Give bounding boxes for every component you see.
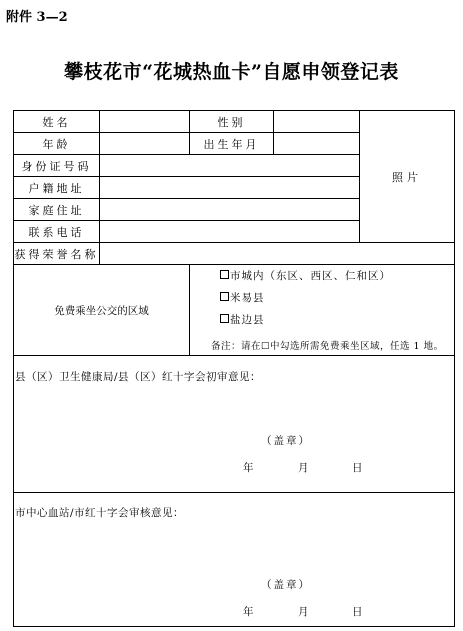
city-opinion-label: 市中心血站/市红十字会审核意见： bbox=[15, 507, 185, 519]
name-field[interactable] bbox=[100, 111, 190, 133]
area-option-miyi[interactable]: 米易县 bbox=[220, 290, 265, 305]
home-address-field[interactable] bbox=[100, 199, 360, 221]
county-opinion-label: 县（区）卫生健康局/县（区）红十字会初审意见： bbox=[15, 371, 262, 383]
area-note: 备注：请在☐中勾选所需免费乘坐区域，任选 1 地。 bbox=[211, 341, 444, 352]
city-date-day: 日 bbox=[352, 606, 363, 618]
photo-area[interactable]: 照片 bbox=[360, 111, 455, 243]
honor-label: 获得荣誉名称 bbox=[14, 243, 100, 265]
phone-field[interactable] bbox=[100, 221, 360, 243]
checkbox-icon[interactable] bbox=[220, 314, 229, 323]
phone-label: 联系电话 bbox=[14, 221, 100, 243]
id-number-field[interactable] bbox=[100, 155, 360, 177]
gender-label: 性别 bbox=[190, 111, 274, 133]
city-seal-label: （盖章） bbox=[261, 579, 311, 591]
area-option-yanbian[interactable]: 盐边县 bbox=[220, 312, 265, 327]
honor-field[interactable] bbox=[100, 243, 455, 265]
checkbox-icon[interactable] bbox=[220, 270, 229, 279]
bus-area-options bbox=[190, 265, 455, 356]
city-date-month: 月 bbox=[298, 606, 309, 618]
gender-field[interactable] bbox=[274, 111, 360, 133]
birth-field[interactable] bbox=[274, 133, 360, 155]
checkbox-icon[interactable] bbox=[220, 292, 229, 301]
household-address-label: 户籍地址 bbox=[14, 177, 100, 199]
city-date-year: 年 bbox=[243, 606, 254, 618]
county-date-month: 月 bbox=[298, 462, 309, 474]
name-label: 姓名 bbox=[14, 111, 100, 133]
bus-area-label: 免费乘坐公交的区域 bbox=[14, 265, 190, 356]
age-field[interactable] bbox=[100, 133, 190, 155]
form-title: 攀枝花市“花城热血卡”自愿申领登记表 bbox=[64, 61, 399, 83]
birth-label: 出生年月 bbox=[190, 133, 274, 155]
area-option-city[interactable]: 市城内（东区、西区、仁和区） bbox=[220, 268, 391, 283]
county-review-section[interactable] bbox=[14, 356, 455, 493]
id-number-label: 身份证号码 bbox=[14, 155, 100, 177]
age-label: 年龄 bbox=[14, 133, 100, 155]
county-date-year: 年 bbox=[243, 462, 254, 474]
attachment-label: 附件 3—2 bbox=[6, 10, 68, 25]
registration-form-table bbox=[13, 110, 455, 627]
county-seal-label: （盖章） bbox=[261, 435, 311, 447]
household-address-field[interactable] bbox=[100, 177, 360, 199]
city-review-section[interactable] bbox=[14, 493, 455, 627]
home-address-label: 家庭住址 bbox=[14, 199, 100, 221]
county-date-day: 日 bbox=[352, 462, 363, 474]
